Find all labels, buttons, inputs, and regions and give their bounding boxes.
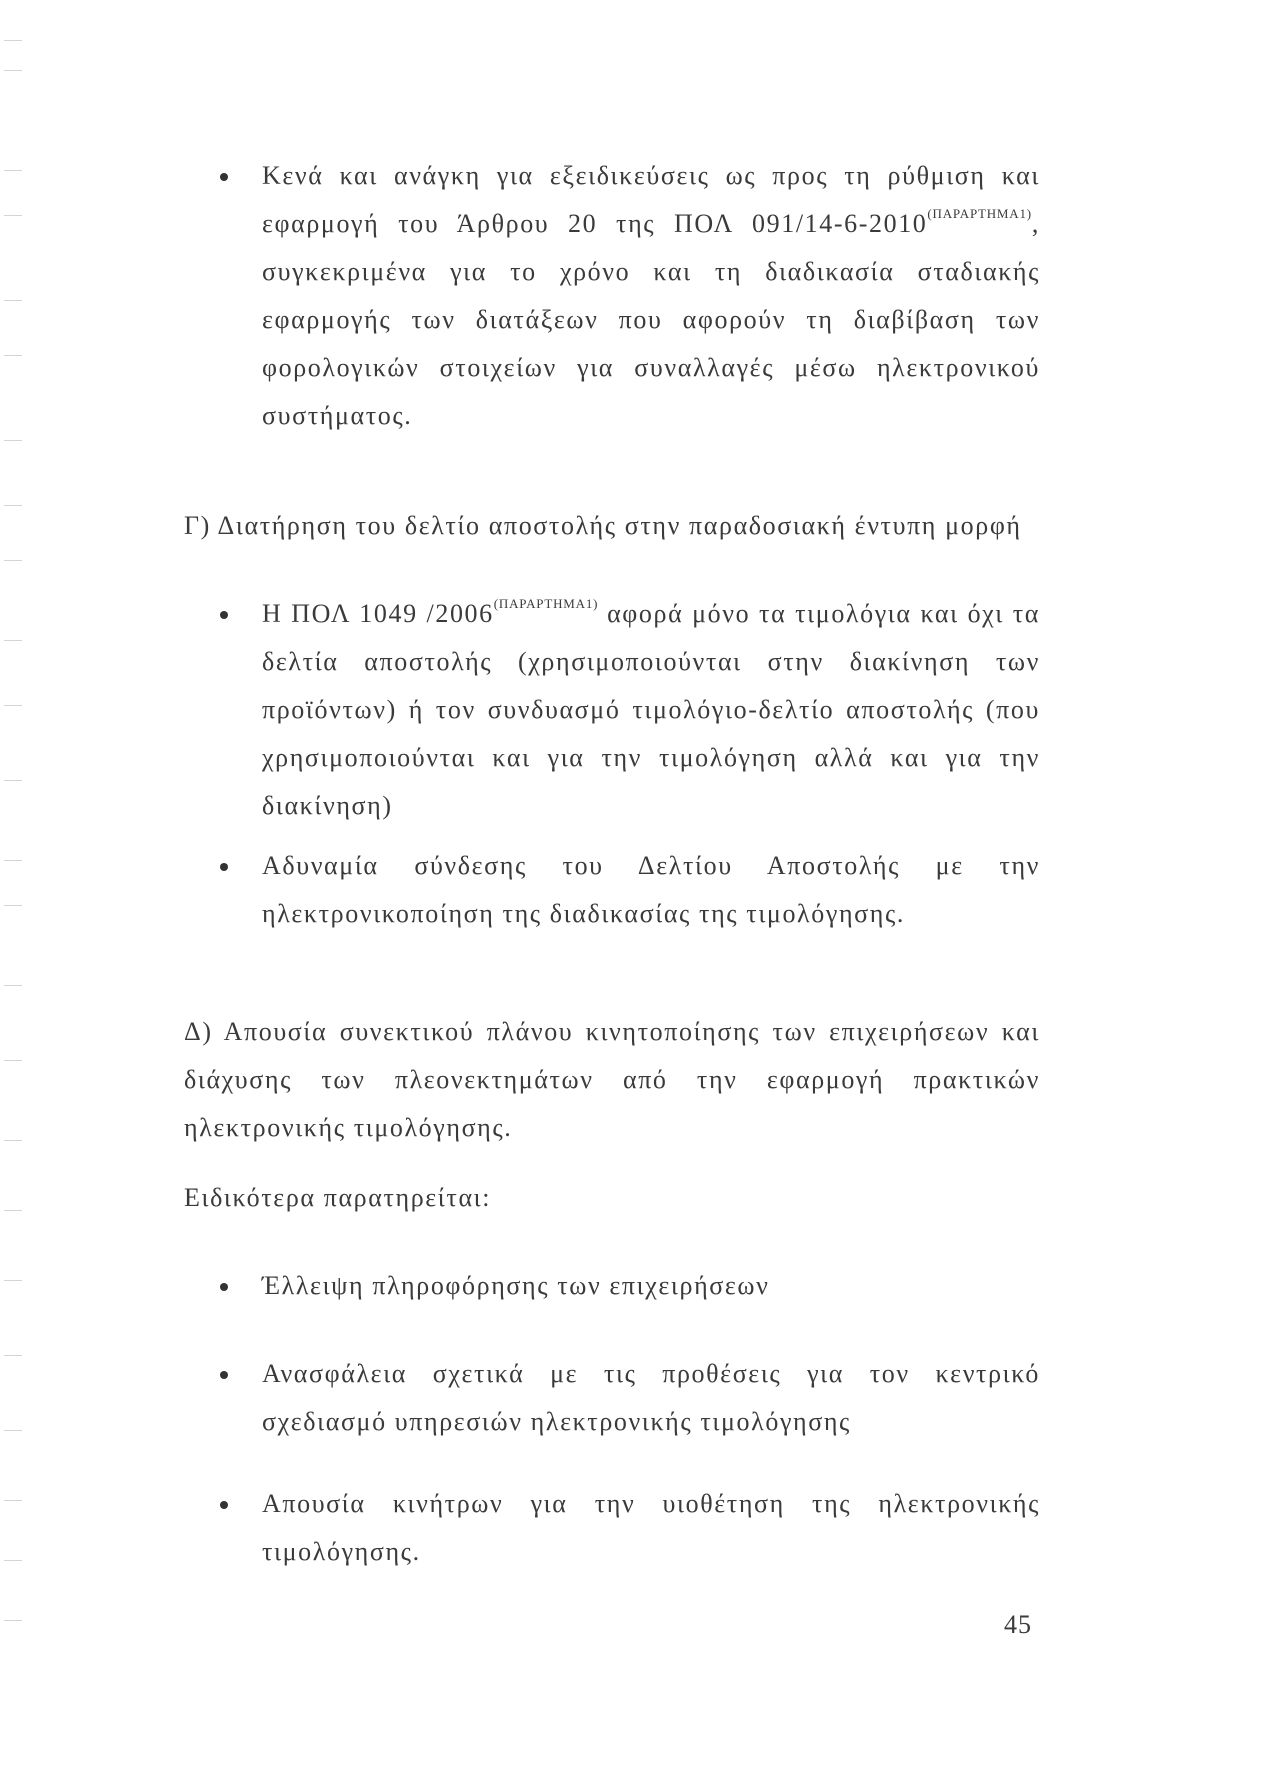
bullet-icon: [220, 611, 228, 619]
section-heading-d: Δ) Απουσία συνεκτικού πλάνου κινητοποίησης των επιχειρήσεων και διάχυσης των πλεονεκτημάτων από την εφαρμογή πρακτικών ηλεκτρονικής τιμολόγησης.: [184, 1017, 1040, 1142]
annex-reference: (ΠΑΡΑΡΤΗΜΑ1): [927, 206, 1032, 221]
section-heading-g: Γ) Διατήρηση του δελτίο αποστολής στην παραδοσιακή έντυπη μορφή: [184, 511, 1022, 540]
list-item: [262, 842, 1040, 938]
annex-reference: (ΠΑΡΑΡΤΗΜΑ1): [493, 596, 599, 611]
bullet-icon: [220, 1371, 228, 1379]
intro-text: Ειδικότερα παρατηρείται:: [184, 1183, 492, 1212]
list-item: [262, 1480, 1040, 1576]
bullet-text-cont: , συγκεκριμένα για το χρόνο και τη διαδικασία σταδιακής εφαρμογής των διατάξεων που αφορούν τη διαβίβαση των φορολογικών στοιχείων για συναλλαγές μέσω ηλεκτρονικού συστήματος.: [262, 209, 1040, 430]
scan-edge-marks: [0, 0, 30, 1787]
list-item: [262, 590, 1040, 830]
page-number: 45: [1004, 1610, 1032, 1639]
list-item: [262, 1350, 1040, 1446]
bullet-text: Η ΠΟΛ 1049 /2006: [262, 599, 494, 628]
bullet-text: Απουσία κινήτρων για την υιοθέτηση της ηλεκτρονικής τιμολόγησης.: [262, 1489, 1040, 1566]
bullet-icon: [220, 863, 228, 871]
bullet-text: Κενά και ανάγκη για εξειδικεύσεις ως προς τη ρύθμιση και εφαρμογή του Άρθρου 20 της ΠΟΛ 091/14-6-2010: [262, 161, 1040, 238]
bullet-icon: [220, 173, 228, 181]
bullet-text: Αδυναμία σύνδεσης του Δελτίου Αποστολής με την ηλεκτρονικοποίηση της διαδικασίας της τιμολόγησης.: [262, 851, 1040, 928]
bullet-icon: [220, 1283, 228, 1291]
bullet-text: Ανασφάλεια σχετικά με τις προθέσεις για τον κεντρικό σχεδιασμό υπηρεσιών ηλεκτρονικής τιμολόγησης: [262, 1359, 1040, 1436]
bullet-icon: [220, 1501, 228, 1509]
list-item: [262, 1262, 1040, 1310]
bullet-text: Έλλειψη πληροφόρησης των επιχειρήσεων: [262, 1271, 770, 1300]
bullet-text-cont: αφορά μόνο τα τιμολόγια και όχι τα δελτία αποστολής (χρησιμοποιούνται στην διακίνηση των προϊόντων) ή τον συνδυασμό τιμολόγιο-δελτίο αποστολής (που χρησιμοποιούνται και για την τιμολόγηση αλλά και για την διακίνηση): [262, 599, 1040, 820]
list-item: [262, 152, 1040, 440]
